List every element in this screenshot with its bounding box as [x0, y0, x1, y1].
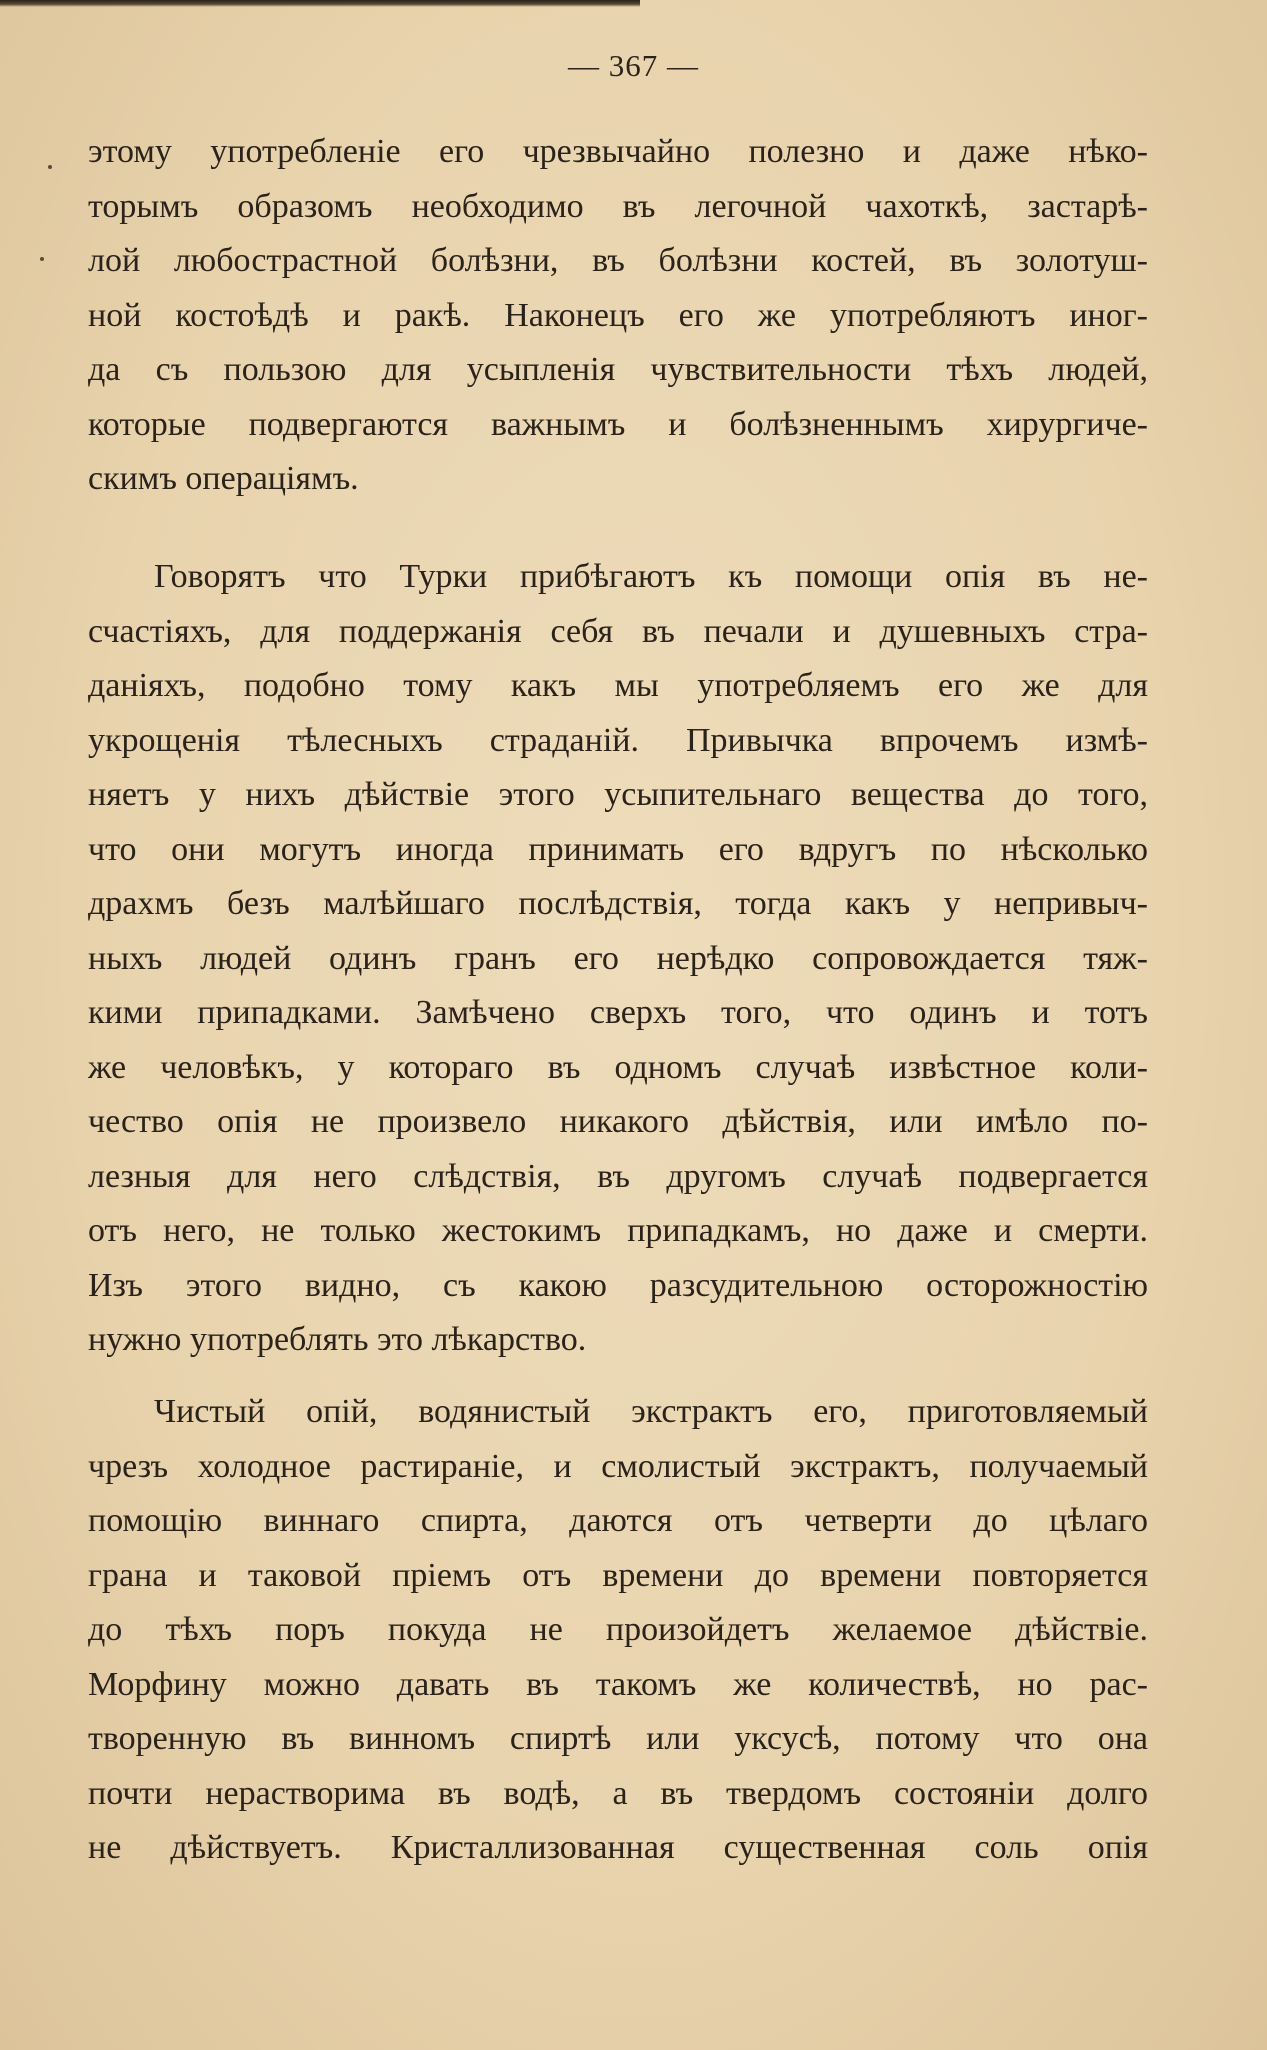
text-line: скимъ операціямъ. — [88, 460, 359, 497]
text-line: драхмъ безъ малѣйшаго послѣдствія, тогда какъ у непривыч- — [88, 885, 1148, 922]
text-line: даніяхъ, подобно тому какъ мы употребляемъ его же для — [88, 667, 1148, 704]
text-line: Морфину можно давать въ такомъ же количествѣ, но рас- — [88, 1665, 1148, 1703]
text-line: чрезъ холодное растираніе, и смолистый экстрактъ, получаемый — [88, 1447, 1148, 1485]
margin-speck — [48, 165, 52, 169]
text-line: чество опія не произвело никакого дѣйствія, или имѣло по- — [88, 1103, 1148, 1140]
page-edge-shadow — [0, 0, 640, 7]
text-line: нужно употреблять это лѣкарство. — [88, 1321, 587, 1358]
text-line: творенную въ винномъ спиртѣ или уксусѣ, потому что она — [88, 1720, 1148, 1757]
text-line: помощію виннаго спирта, даются отъ четверти до цѣлаго — [88, 1502, 1148, 1539]
text-line: что они могутъ иногда принимать его вдругъ по нѣсколько — [88, 830, 1148, 868]
text-line: ныхъ людей одинъ гранъ его нерѣдко сопровождается тяж- — [88, 939, 1148, 977]
text-line: Изъ этого видно, съ какою разсудительною осторожностію — [88, 1266, 1148, 1304]
margin-speck — [40, 257, 44, 261]
text-line: отъ него, не только жестокимъ припадкамъ, но даже и смерти. — [88, 1212, 1148, 1249]
paragraph-3 — [88, 1385, 1148, 1876]
text-line: укрощенія тѣлесныхъ страданій. Привычка впрочемъ измѣ- — [88, 721, 1148, 759]
text-line: Чистый опій, водянистый экстрактъ его, приготовляемый — [154, 1393, 1148, 1430]
text-line: грана и таковой пріемъ отъ времени до времени повторяется — [88, 1556, 1148, 1594]
paragraph-1 — [88, 125, 1148, 507]
text-line: лой любострастной болѣзни, въ болѣзни костей, въ золотуш- — [88, 242, 1148, 279]
text-line: этому употребленіе его чрезвычайно полезно и даже нѣко- — [88, 133, 1148, 170]
text-line: которые подвергаются важнымъ и болѣзненнымъ хирургиче- — [88, 405, 1148, 443]
text-line: торымъ образомъ необходимо въ легочной чахоткѣ, застарѣ- — [88, 187, 1148, 225]
text-line: же человѣкъ, у котораго въ одномъ случаѣ извѣстное коли- — [88, 1048, 1148, 1086]
text-line: ной костоѣдѣ и ракѣ. Наконецъ его же употребляютъ иног- — [88, 296, 1148, 334]
text-line: да съ пользою для усыпленія чувствительности тѣхъ людей, — [88, 351, 1148, 388]
page-number: — 367 — — [568, 48, 699, 83]
text-line: не дѣйствуетъ. Кристаллизованная существенная соль опія — [88, 1829, 1148, 1866]
text-line: лезныя для него слѣдствія, въ другомъ случаѣ подвергается — [88, 1157, 1148, 1195]
text-line: Говорятъ что Турки прибѣгаютъ къ помощи опія въ не- — [154, 558, 1148, 595]
paragraph-2 — [88, 550, 1148, 1368]
text-line: почти нерастворима въ водѣ, а въ твердомъ состояніи долго — [88, 1774, 1148, 1812]
text-line: счастіяхъ, для поддержанія себя въ печали и душевныхъ стра- — [88, 612, 1148, 650]
text-line: до тѣхъ поръ покуда не произойдетъ желаемое дѣйствіе. — [88, 1611, 1148, 1648]
text-line: кими припадками. Замѣчено сверхъ того, что одинъ и тотъ — [88, 994, 1148, 1031]
text-line: няетъ у нихъ дѣйствіе этого усыпительнаго вещества до того, — [88, 776, 1148, 813]
